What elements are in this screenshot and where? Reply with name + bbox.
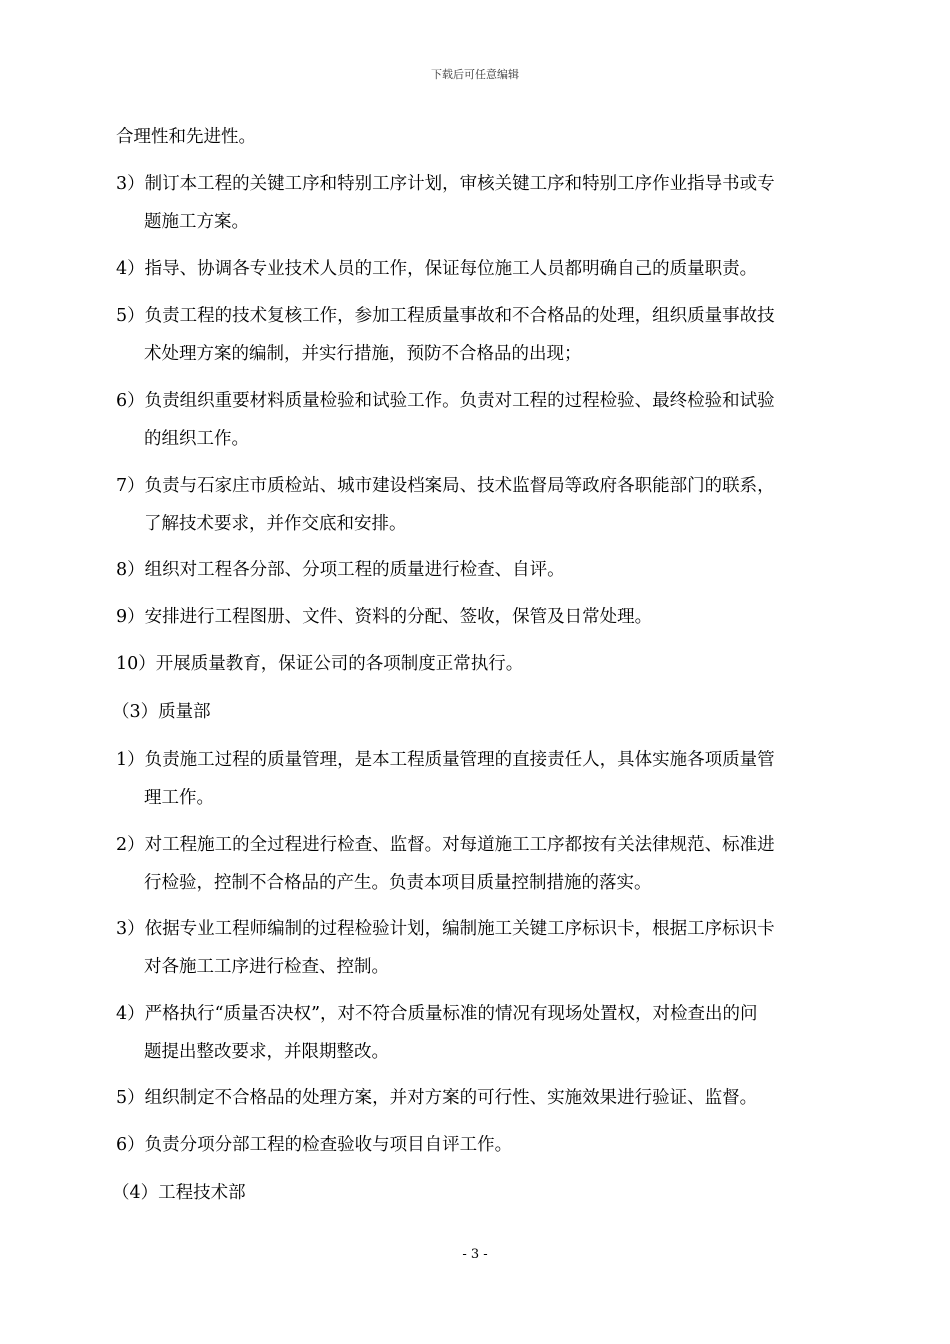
page-number: - 3 - bbox=[462, 1247, 488, 1262]
quality-item-5: 5）组织制定不合格品的处理方案，并对方案的可行性、实施效果进行验证、监督。 bbox=[116, 1088, 758, 1108]
list-item-line: 3）制订本工程的关键工序和特别工序计划，审核关键工序和特别工序作业指导书或专 bbox=[116, 174, 775, 194]
list-item-line: 3）依据专业工程师编制的过程检验计划，编制施工关键工序标识卡，根据工序标识卡 bbox=[116, 919, 775, 939]
list-item-line: 4）严格执行“质量否决权”，对不符合质量标准的情况有现场处置权，对检查出的问 bbox=[116, 1004, 758, 1024]
list-item-line: 1）负责施工过程的质量管理，是本工程质量管理的直接责任人，具体实施各项质量管 bbox=[116, 750, 775, 770]
list-item-line: 对各施工工序进行检查、控制。 bbox=[144, 957, 389, 977]
list-item-9-documents: 9）安排进行工程图册、文件、资料的分配、签收，保管及日常处理。 bbox=[116, 607, 653, 627]
list-item-10-quality-education: 10）开展质量教育，保证公司的各项制度正常执行。 bbox=[116, 654, 524, 674]
list-item-8-inspection: 8）组织对工程各分部、分项工程的质量进行检查、自评。 bbox=[116, 560, 565, 580]
section-heading-engineering-dept: （4）工程技术部 bbox=[112, 1183, 246, 1203]
quality-item-4 bbox=[116, 995, 856, 1071]
list-item-line: 题提出整改要求，并限期整改。 bbox=[144, 1042, 389, 1062]
list-item-line: 行检验，控制不合格品的产生。负责本项目质量控制措施的落实。 bbox=[144, 873, 652, 893]
list-item-line: 术处理方案的编制，并实行措施，预防不合格品的出现； bbox=[144, 344, 582, 364]
list-item-line: 7）负责与石家庄市质检站、城市建设档案局、技术监督局等政府各职能部门的联系， bbox=[116, 476, 775, 496]
list-item-line: 5）负责工程的技术复核工作，参加工程质量事故和不合格品的处理，组织质量事故技 bbox=[116, 306, 775, 326]
quality-item-3 bbox=[116, 910, 856, 986]
page-header: 下载后可任意编辑 bbox=[431, 68, 519, 81]
list-item-line: 理工作。 bbox=[144, 788, 214, 808]
list-item-line: 了解技术要求，并作交底和安排。 bbox=[144, 514, 407, 534]
list-item-5-technical-review bbox=[116, 297, 856, 373]
list-item-line: 6）负责组织重要材料质量检验和试验工作。负责对工程的过程检验、最终检验和试验 bbox=[116, 391, 775, 411]
list-item-7-government-liaison bbox=[116, 467, 856, 543]
list-item-line: 2）对工程施工的全过程进行检查、监督。对每道施工工序都按有关法律规范、标准进 bbox=[116, 835, 775, 855]
list-item-line: 题施工方案。 bbox=[144, 212, 249, 232]
list-item-3-key-processes bbox=[116, 165, 856, 241]
list-item-line: 的组织工作。 bbox=[144, 429, 249, 449]
list-item-4-coordinate-staff: 4）指导、协调各专业技术人员的工作，保证每位施工人员都明确自己的质量职责。 bbox=[116, 259, 758, 279]
section-heading-quality-dept: （3）质量部 bbox=[112, 702, 211, 722]
quality-item-1 bbox=[116, 741, 856, 817]
quality-item-6: 6）负责分项分部工程的检查验收与项目自评工作。 bbox=[116, 1135, 513, 1155]
list-item-6-material-testing bbox=[116, 382, 856, 458]
paragraph-continuation: 合理性和先进性。 bbox=[116, 127, 256, 147]
quality-item-2 bbox=[116, 826, 856, 902]
